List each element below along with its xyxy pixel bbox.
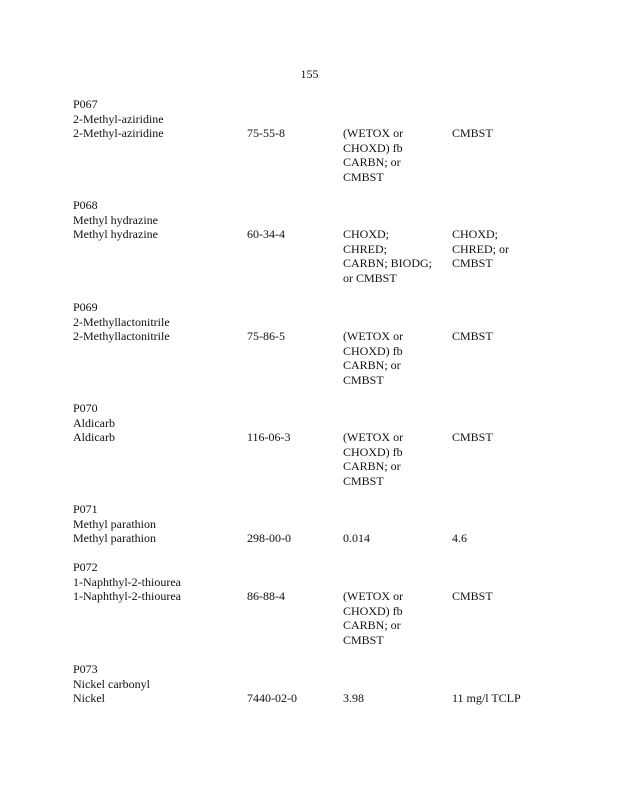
constituent-row [73, 691, 573, 706]
waste-entry [73, 662, 573, 706]
constituent-row [73, 430, 573, 488]
constituent-name: Methyl hydrazine [73, 227, 158, 242]
nonwastewater-standard: CMBST [452, 589, 493, 604]
wastewater-standard: 3.98 [343, 691, 364, 706]
waste-code: P070 [73, 401, 98, 415]
constituent-row [73, 589, 573, 647]
waste-entry [73, 198, 573, 285]
cas-number: 75-86-5 [247, 329, 285, 344]
cas-number: 298-00-0 [247, 531, 291, 546]
constituent-name: 1-Naphthyl-2-thiourea [73, 589, 181, 604]
wastewater-standard: CHOXD; CHRED; CARBN; BIODG; or CMBST [343, 227, 433, 285]
constituent-name: 2-Methyl-aziridine [73, 126, 164, 141]
waste-code: P069 [73, 300, 98, 314]
constituent-name: Aldicarb [73, 430, 115, 445]
wastewater-standard: 0.014 [343, 531, 370, 546]
cas-number: 60-34-4 [247, 227, 285, 242]
waste-name: 1-Naphthyl-2-thiourea [73, 574, 181, 589]
nonwastewater-standard: CHOXD; CHRED; or CMBST [452, 227, 509, 271]
waste-entry [73, 502, 573, 546]
nonwastewater-standard: CMBST [452, 329, 493, 344]
waste-name: Methyl hydrazine [73, 212, 158, 227]
waste-entry [73, 97, 573, 184]
waste-entry [73, 300, 573, 387]
nonwastewater-standard: CMBST [452, 126, 493, 141]
waste-entry [73, 560, 573, 647]
constituent-name: Nickel [73, 691, 105, 706]
wastewater-standard: (WETOX or CHOXD) fb CARBN; or CMBST [343, 329, 404, 387]
waste-name: Aldicarb [73, 415, 115, 430]
waste-code: P067 [73, 97, 98, 111]
wastewater-standard: (WETOX or CHOXD) fb CARBN; or CMBST [343, 430, 404, 488]
waste-name: Methyl parathion [73, 516, 156, 531]
waste-code: P071 [73, 502, 98, 516]
waste-code: P072 [73, 560, 98, 574]
nonwastewater-standard: 11 mg/l TCLP [452, 691, 521, 706]
waste-code: P073 [73, 662, 98, 676]
waste-entry [73, 401, 573, 488]
constituent-name: Methyl parathion [73, 531, 156, 546]
constituent-row [73, 329, 573, 387]
waste-name: Nickel carbonyl [73, 676, 150, 691]
page-number: 155 [300, 67, 319, 81]
waste-name: 2-Methyl-aziridine [73, 111, 164, 126]
nonwastewater-standard: 4.6 [452, 531, 467, 546]
cas-number: 86-88-4 [247, 589, 285, 604]
cas-number: 75-55-8 [247, 126, 285, 141]
waste-code: P068 [73, 198, 98, 212]
wastewater-standard: (WETOX or CHOXD) fb CARBN; or CMBST [343, 126, 404, 184]
cas-number: 116-06-3 [247, 430, 291, 445]
constituent-row [73, 227, 573, 285]
constituent-row [73, 531, 573, 546]
cas-number: 7440-02-0 [247, 691, 297, 706]
constituent-row [73, 126, 573, 184]
waste-name: 2-Methyllactonitrile [73, 314, 170, 329]
constituent-name: 2-Methyllactonitrile [73, 329, 170, 344]
nonwastewater-standard: CMBST [452, 430, 493, 445]
wastewater-standard: (WETOX or CHOXD) fb CARBN; or CMBST [343, 589, 404, 647]
